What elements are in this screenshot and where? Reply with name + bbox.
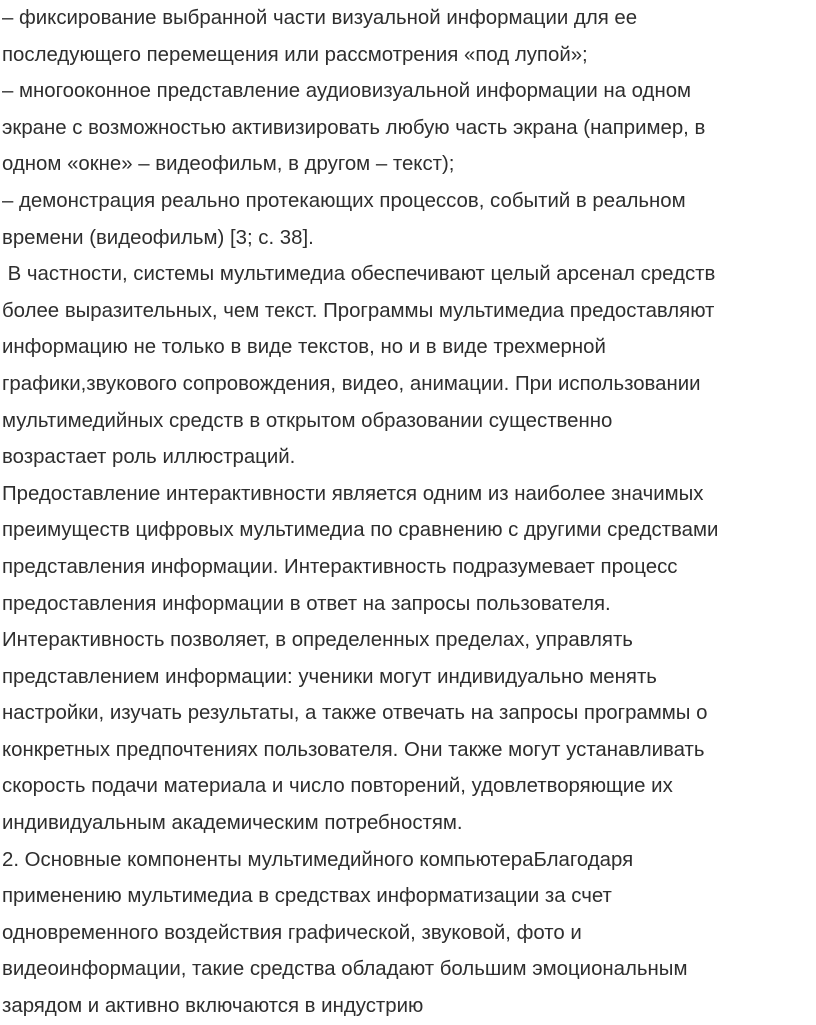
- text-line-15: преимуществ цифровых мультимедиа по сравнению с другими средствами: [2, 519, 719, 542]
- text-line-3: – многооконное представление аудиовизуальной информации на одном: [2, 80, 692, 103]
- text-line-12: мультимедийных средств в открытом образовании существенно: [2, 409, 613, 432]
- text-line-24: 2. Основные компоненты мультимедийного компьютераБлагодаря: [2, 848, 634, 871]
- text-line-1: – фиксирование выбранной части визуальной информации для ее: [2, 7, 638, 29]
- text-line-20: настройки, изучать результаты, а также отвечать на запросы программы о: [2, 702, 708, 725]
- text-line-14: Предоставление интерактивности является одним из наиболее значимых: [2, 482, 704, 505]
- text-line-9: более выразительных, чем текст. Программы мультимедиа предоставляют: [2, 299, 715, 322]
- text-line-17: предоставления информации в ответ на запросы пользователя.: [2, 592, 611, 615]
- text-line-13: возрастает роль иллюстраций.: [2, 446, 296, 469]
- document-page: [2, 0, 816, 1025]
- text-line-4: экране с возможностью активизировать любую часть экрана (например, в: [2, 116, 706, 139]
- text-line-23: индивидуальным академическим потребностям.: [2, 812, 463, 835]
- text-line-21: конкретных предпочтениях пользователя. Они также могут устанавливать: [2, 738, 705, 761]
- text-line-26: одновременного воздействия графической, звуковой, фото и: [2, 921, 582, 944]
- text-line-25: применению мультимедиа в средствах информатизации за счет: [2, 885, 612, 908]
- text-line-18: Интерактивность позволяет, в определенных пределах, управлять: [2, 629, 633, 652]
- text-line-11: графики,звукового сопровождения, видео, анимации. При использовании: [2, 372, 701, 395]
- text-line-5: одном «окне» – видеофильм, в другом – текст);: [2, 153, 455, 176]
- text-line-19: представлением информации: ученики могут индивидуально менять: [2, 665, 657, 688]
- text-line-2: последующего перемещения или рассмотрения «под лупой»;: [2, 43, 588, 66]
- text-line-7: времени (видеофильм) [3; с. 38].: [2, 226, 314, 249]
- text-line-28: зарядом и активно включаются в индустрию: [2, 995, 424, 1018]
- text-line-6: – демонстрация реально протекающих процессов, событий в реальном: [2, 189, 686, 212]
- text-line-10: информацию не только в виде текстов, но и в виде трехмерной: [2, 336, 606, 359]
- text-line-22: скорость подачи материала и число повторений, удовлетворяющие их: [2, 775, 673, 798]
- text-line-16: представления информации. Интерактивность подразумевает процесс: [2, 555, 678, 578]
- text-line-27: видеоинформации, такие средства обладают большим эмоциональным: [2, 958, 688, 981]
- text-line-8: В частности, системы мультимедиа обеспечивают целый арсенал средств: [2, 263, 716, 286]
